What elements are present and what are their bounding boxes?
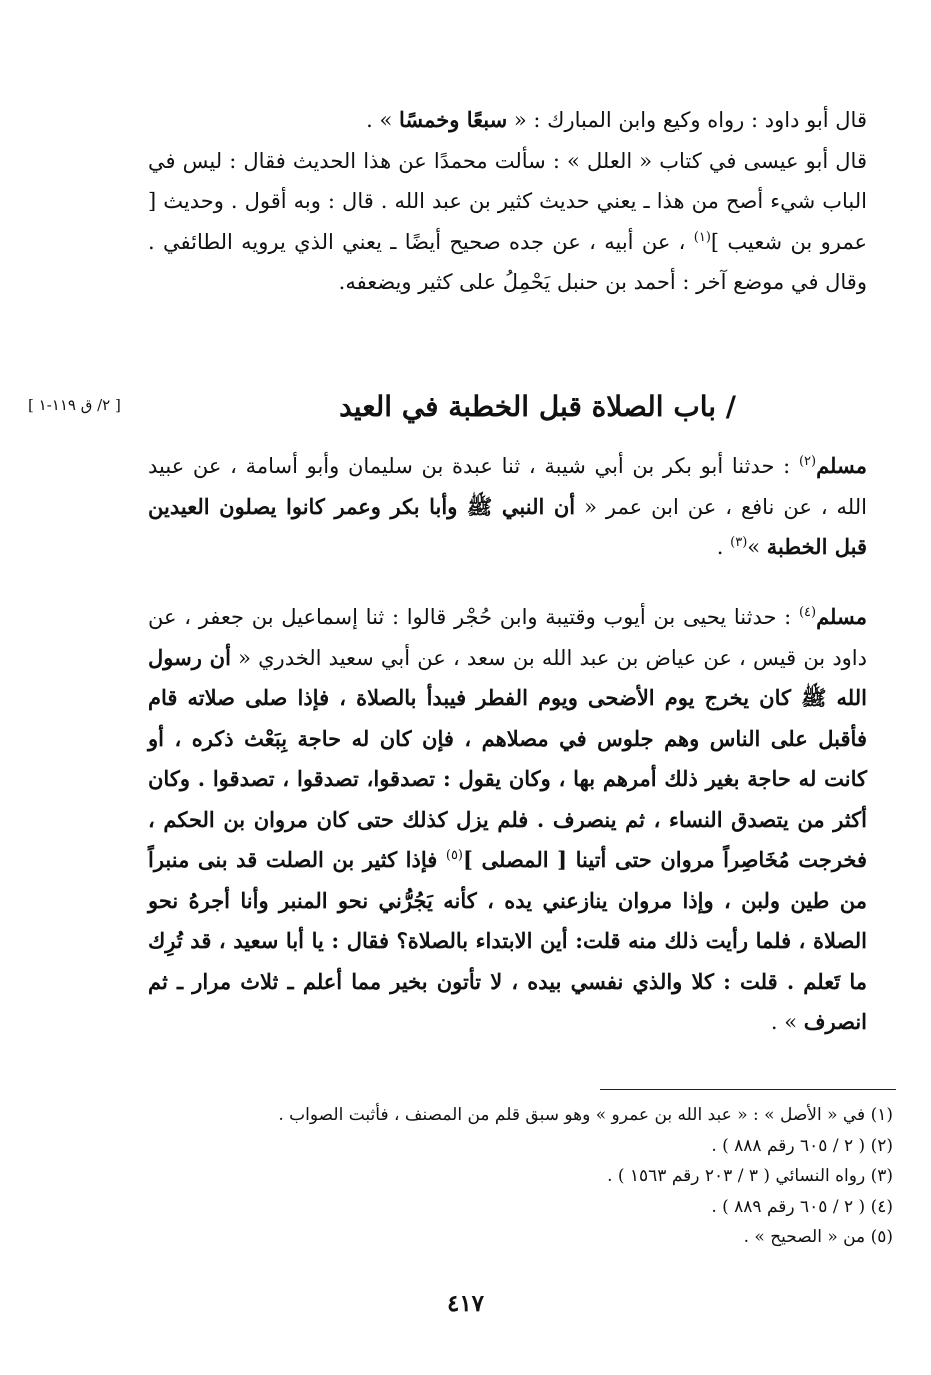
footnote-4: (٤) ( ٢ / ٦٠٥ رقم ٨٨٩ ) . [711, 1196, 893, 1217]
footnote-2: (٢) ( ٢ / ٦٠٥ رقم ٨٨٨ ) . [711, 1135, 893, 1156]
bold-quote: سبعًا وخمسًا [399, 107, 508, 132]
footnote-ref-3[interactable]: (٣) [730, 535, 748, 550]
hadith-2: مسلم$^{(٤)}$ : حدثنا يحيى بن أيوب وقتيبة وابن حُجْر قالوا : ثنا إسماعيل بن جعفر ، عن داود بن قيس ، عن عياض بن عبد الله بن سعد ، عن أبي سعيد الخدري « أن رسول الله ﷺ كان يخرج يوم الأضحى ويوم الفطر فيبدأ بالصلاة ، فإذا صلى صلاته قام فأقبل على الناس وهم جلوس في مصلاهم ، فإن كان له حاجة بِبَعْث ذكره ، أو كانت له حاجة بغير ذلك أمرهم بها ، وكان يقول : تصدقوا، تصدقوا ، تصدقوا . وكان أكثر من يتصدق النساء ، ثم ينصرف . فلم يزل كذلك حتى كان مروان بن الحكم ، فخرجت مُخَاصِراً مروان حتى أتينا [ المصلى ]$^{(٥)}$ فإذا كثير بن الصلت قد بنى منبراً من طين ولبن ، وإذا مروان ينازعني يده ، كأنه يَجُرُّني نحو المنبر وأنا أجرهُ نحو الصلاة ، فلما رأيت ذلك منه قلت: أين الابتداء بالصلاة؟ فقال : يا أبا سعيد ، قد تُرِك ما تَعلم . قلت : كلا والذي نفسي بيده ، لا تأتون بخير مما أعلم ـ ثلاث مرار ـ ثم انصرف » . [148, 604, 867, 1034]
footnote-5: (٥) من « الصحيح » . [743, 1227, 893, 1247]
footnote-divider [600, 1089, 896, 1090]
page-number: ٤١٧ [446, 1290, 485, 1317]
abu-isa-note: قال أبو عيسى في كتاب « العلل » : سألت محمدًا عن هذا الحديث فقال : ليس في الباب شيء أصح من هذا ـ يعني حديث كثير بن عبد الله . قال : وبه أقول . وحديث [ عمرو بن شعيب ]$^{(١)}$ ، عن أبيه ، عن جده صحيح أيضًا ـ يعني الذي يرويه الطائفي . وقال في موضع آخر : أحمد بن حنبل يَحْمِلُ على كثير ويضعفه. [148, 148, 867, 294]
chapter-heading: / باب الصلاة قبل الخطبة في العيد [339, 390, 736, 423]
footnote-1: (١) في « الأصل » : « عبد الله بن عمرو » وهو سبق قلم من المصنف ، فأثبت الصواب . [278, 1105, 893, 1125]
footnote-ref-1[interactable]: (١) [693, 229, 711, 245]
abu-dawud-note: قال أبو داود : رواه وكيع وابن المبارك : « سبعًا وخمسًا » . [366, 107, 867, 132]
hadith-1: مسلم$^{(٢)}$ : حدثنا أبو بكر بن أبي شيبة ، ثنا عبدة بن سليمان وأبو أسامة ، عن عبيد الله ، عن نافع ، عن ابن عمر « أن النبي ﷺ وأبا بكر وعمر كانوا يصلون العيدين قبل الخطبة »$^{(٣)}$ . [148, 453, 867, 559]
hadith-matn-cont: فإذا كثير بن الصلت قد بنى منبراً من طين ولبن ، وإذا مروان ينازعني يده ، كأنه يَجُرُّني نحو المنبر وأنا أجرهُ نحو الصلاة ، فلما رأيت ذلك منه قلت: أين الابتداء بالصلاة؟ فقال : يا أبا سعيد ، قد تُرِك ما تَعلم . قلت : كلا والذي نفسي بيده ، لا تأتون بخير مما أعلم ـ ثلاث مرار ـ ثم انصرف [148, 847, 867, 1034]
hadith-source: مسلم [816, 604, 867, 629]
footnote-3: (٣) رواه النسائي ( ٣ / ٢٠٣ رقم ١٥٦٣ ) . [607, 1166, 893, 1186]
manuscript-margin-ref: [ ٢/ ق ١١٩-١ ] [28, 396, 121, 414]
footnote-ref-5[interactable]: (٥) [445, 848, 463, 863]
footnote-ref-4[interactable]: (٤) [798, 605, 817, 620]
hadith-matn: أن رسول الله ﷺ كان يخرج يوم الأضحى ويوم الفطر فيبدأ بالصلاة ، فإذا صلى صلاته قام فأقبل على الناس وهم جلوس في مصلاهم ، فإن كان له حاجة بِبَعْث ذكره ، أو كانت له حاجة بغير ذلك أمرهم بها ، وكان يقول : تصدقوا، تصدقوا ، تصدقوا . وكان أكثر من يتصدق النساء ، ثم ينصرف . فلم يزل كذلك حتى كان مروان بن الحكم ، فخرجت مُخَاصِراً مروان حتى أتينا [ المصلى ] [148, 644, 867, 872]
hadith-source: مسلم [816, 453, 867, 478]
opening-block [148, 100, 893, 303]
footnote-ref-2[interactable]: (٢) [798, 454, 817, 469]
hadith-matn: أن النبي ﷺ وأبا بكر وعمر كانوا يصلون العيدين قبل الخطبة [148, 493, 867, 559]
footnotes [173, 1100, 893, 1253]
